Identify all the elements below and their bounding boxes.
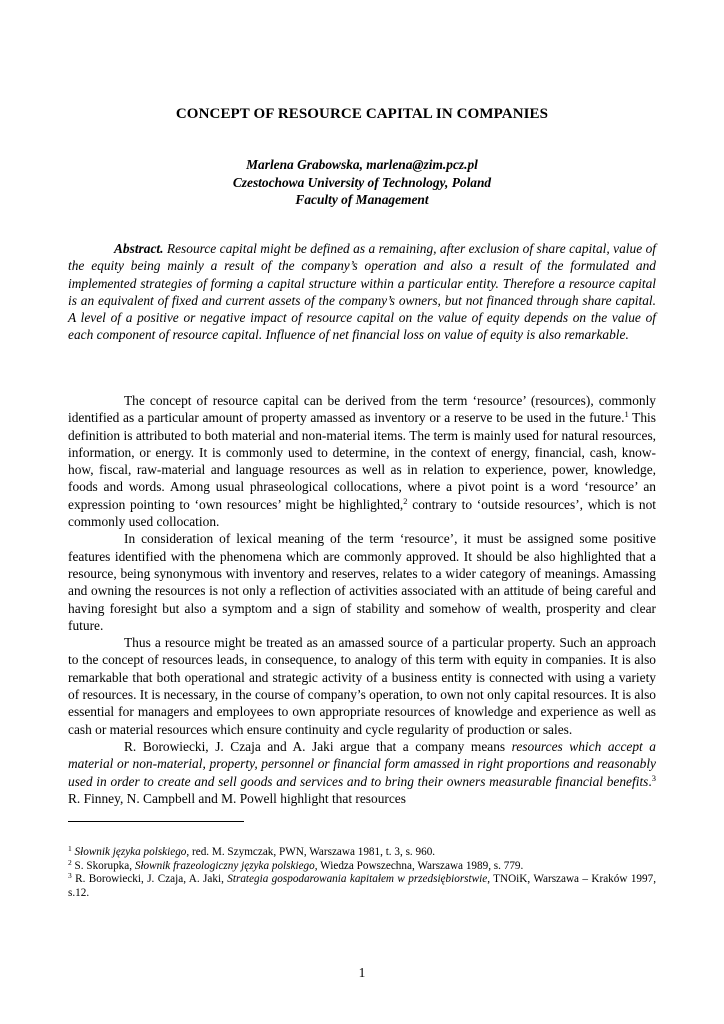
- paragraph-1-part-c: contrary to ‘outside resources’, which is not commonly used collocation.: [68, 496, 656, 530]
- author-block: [68, 156, 656, 209]
- footnote-2: [68, 857, 656, 874]
- footnote-1: [68, 846, 656, 860]
- abstract-label: Abstract.: [114, 241, 164, 256]
- abstract-text: Resource capital might be defined as a remaining, after exclusion of share capital, value of the equity being mainly a result of the company’s operation and also a result of the formulated and implemented strategies of forming a capital structure within a particular entity. Therefore a resource capital is an equivalent of fixed and current assets of the company’s owners, but not financed through share capital. A level of a positive or negative impact of resource capital on the value of equity depends on the value of each component of resource capital. Influence of net financial loss on value of equity is also remarkable.: [68, 241, 656, 343]
- footnotes: [68, 846, 656, 900]
- paragraph-4-period: .: [648, 773, 652, 789]
- footnote-1-rest: , red. M. Szymczak, PWN, Warszawa 1981, t. 3, s. 960.: [186, 846, 436, 858]
- paragraph-2: In consideration of lexical meaning of the term ‘resource’, it must be assigned some positive features identified with the phenomena which are commonly approved. It should be also highlighted that a resource, being synonymous with inventory and reserves, relates to a wider category of meanings. Amassing and owning the resources is not only a reflection of activities associated with an attitude of being careful and having foresight but also a symptom and a sign of stability and somehow of wealth, prosperity and clear future.: [68, 531, 656, 633]
- page-number: 1: [358, 965, 366, 980]
- paragraph-4: [68, 738, 656, 807]
- paragraph-1-part-a: The concept of resource capital can be derived from the term ‘resource’ (resources), commonly identified as a particular amount of property amassed as inventory or a reserve to be used in the future.: [68, 393, 656, 426]
- paragraph-4-quote: resources which accept a material or non-material, property, personnel or financial form amassed in right proportions and reasonably used in order to create and sell goods and services and to bring their owners measurable financial benefits: [68, 738, 656, 789]
- body-text: [68, 392, 656, 807]
- paragraph-4-part-a: R. Borowiecki, J. Czaja and A. Jaki argue that a company means: [124, 738, 512, 754]
- footnote-2-title: Słownik frazeologiczny języka polskiego: [134, 859, 315, 872]
- footnote-3-number: 3: [68, 871, 72, 881]
- footnote-1-title: Słownik języka polskiego: [74, 846, 187, 858]
- footnote-3-rest: , TNOiK, Warszawa – Kraków 1997, s.12.: [68, 873, 657, 899]
- author-name-email: Marlena Grabowska, marlena@zim.pcz.pl: [246, 157, 478, 172]
- paper-title: CONCEPT OF RESOURCE CAPITAL IN COMPANIES: [175, 106, 549, 122]
- paragraph-1: [68, 392, 656, 530]
- abstract: [68, 240, 656, 344]
- footnote-ref-2: 2: [403, 495, 408, 506]
- author-affiliation: Czestochowa University of Technology, Poland: [232, 174, 492, 190]
- footnote-1-number: 1: [68, 844, 72, 853]
- paragraph-1-part-b: This definition is attributed to both material and non-material items. The term is mainly used for natural resources, information, or energy. It is commonly used to determine, in the context of energy, financial, cash, know-how, fiscal, raw-material and language resources as well as in relation to experience, power, knowledge, foods and words. Among usual phraseological collocations, where a pivot point is a word ‘resource’ an expression pointing to ‘own resources’ might be highlighted,: [68, 410, 656, 512]
- footnote-3-author: R. Borowiecki, J. Czaja, A. Jaki,: [75, 873, 228, 886]
- footnote-3-title: Strategia gospodarowania kapitałem w przedsiębiorstwie: [227, 873, 488, 886]
- footnote-3: [68, 873, 656, 900]
- footnote-separator: [68, 821, 244, 822]
- footnote-2-rest: , Wiedza Powszechna, Warszawa 1989, s. 779.: [314, 859, 524, 872]
- footnote-2-author: S. Skorupka,: [74, 859, 135, 872]
- footnote-ref-3: 3: [651, 772, 656, 783]
- paragraph-3: Thus a resource might be treated as an amassed source of a particular property. Such an approach to the concept of resources leads, in consequence, to analogy of this term with equity in companies. It is also remarkable that both operational and strategic activity of a business entity is connected with using a variety of resources. It is necessary, in the course of company’s operation, to own not only capital resources. It is also essential for managers and employees to own appropriate resources of knowledge and experience as well as cash or material resources which ensure continuity and cycle regularity of production or sales.: [68, 635, 656, 737]
- footnote-ref-1: 1: [624, 409, 629, 420]
- footnote-2-number: 2: [68, 857, 72, 867]
- author-faculty: Faculty of Management: [295, 192, 429, 207]
- paragraph-4-part-c: R. Finney, N. Campbell and M. Powell highlight that resources: [68, 790, 406, 806]
